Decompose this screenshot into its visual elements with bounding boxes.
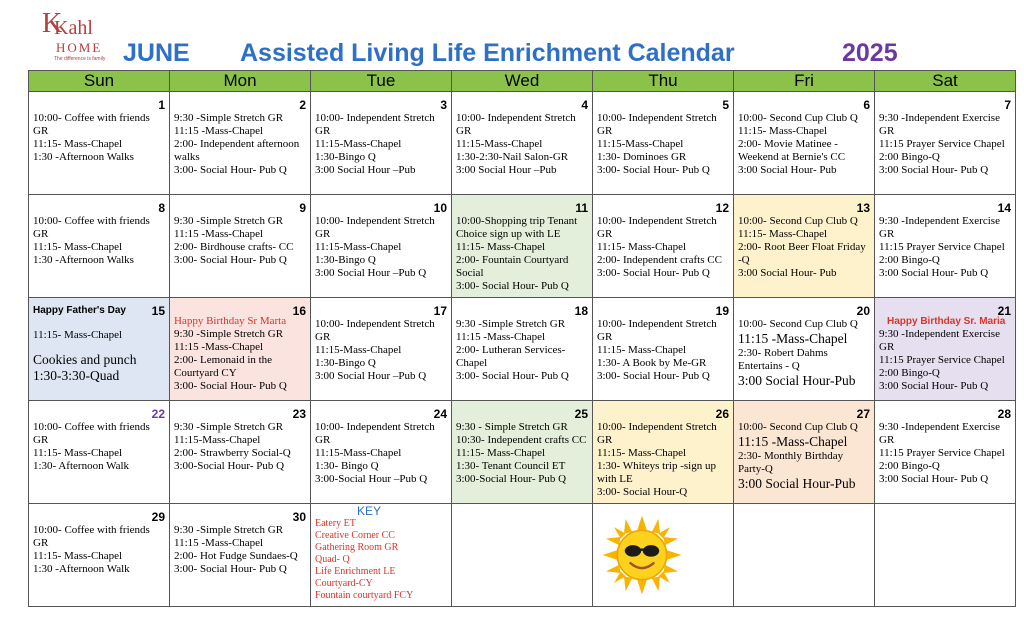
event-line: 10:00- Independent Stretch GR — [597, 318, 717, 343]
empty-cell — [734, 504, 875, 607]
day-number: 25 — [574, 407, 588, 421]
day-number: 21 — [997, 304, 1011, 318]
event-line: 10:00- Independent Stretch GR — [315, 215, 435, 240]
event-line: 3:00- Social Hour- Pub Q — [597, 370, 710, 382]
event-line: 1:30-Bingo Q — [315, 151, 376, 163]
key-cell — [311, 504, 452, 607]
weekday-sun: Sun — [29, 71, 170, 92]
day-cell — [734, 195, 875, 298]
day-cell — [29, 195, 170, 298]
event-line: 1:30 -Afternoon Walk — [33, 563, 130, 575]
day-number: 15 — [151, 304, 165, 318]
event-line: 11:15 -Mass-Chapel — [174, 125, 264, 137]
week-row — [29, 401, 1016, 504]
event-line: 1:30-3:30-Quad — [33, 368, 120, 383]
week-row — [29, 195, 1016, 298]
key-list — [315, 518, 413, 602]
event-line: 2:00- Lutheran Services- Chapel — [456, 344, 566, 369]
event-line: 11:15- Mass-Chapel — [456, 447, 546, 459]
event-line: 2:00- Movie Matinee - Weekend at Bernie's CC — [738, 138, 846, 163]
event-line: 1:30- Afternoon Walk — [33, 460, 130, 472]
event-line: 3:00 Social Hour-Pub — [738, 373, 856, 388]
event-line: 2:30- Robert Dahms Entertains - Q — [738, 347, 828, 372]
day-number: 23 — [292, 407, 306, 421]
calendar-grid — [28, 70, 1016, 607]
event-line: 3:00 Social Hour- Pub — [738, 164, 837, 176]
day-number: 10 — [433, 201, 447, 215]
day-number: 24 — [433, 407, 447, 421]
event-line: 11:15-Mass-Chapel — [597, 138, 684, 150]
day-cell — [875, 298, 1016, 401]
event-line: 3:00- Social Hour- Pub Q — [597, 267, 710, 279]
day-cell — [875, 195, 1016, 298]
event-line: 2:00 Bingo-Q — [879, 460, 940, 472]
weekday-header-row — [29, 71, 1016, 92]
day-cell — [311, 195, 452, 298]
event-line: 3:00- Social Hour- Pub Q — [174, 254, 287, 266]
event-line: 11:15- Mass-Chapel — [33, 447, 123, 459]
event-line: 11:15 Prayer Service Chapel — [879, 138, 1005, 150]
weekday-thu: Thu — [593, 71, 734, 92]
event-line: 11:15-Mass-Chapel — [315, 138, 402, 150]
event-line: 10:00- Independent Stretch GR — [315, 318, 435, 343]
day-cell — [29, 401, 170, 504]
weekday-mon: Mon — [170, 71, 311, 92]
event-line: 2:00 Bingo-Q — [879, 367, 940, 379]
key-item: Life Enrichment LE — [315, 566, 396, 577]
event-line: 10:00- Independent Stretch GR — [597, 215, 717, 240]
sun-cell — [593, 504, 734, 607]
day-number: 22 — [151, 407, 165, 421]
event-line: 10:00- Coffee with friends GR — [33, 524, 150, 549]
event-line: 1:30-2:30-Nail Salon-GR — [456, 151, 569, 163]
day-number: 8 — [158, 201, 165, 215]
week-row — [29, 298, 1016, 401]
day-number: 27 — [856, 407, 870, 421]
event-line: 1:30- A Book by Me-GR — [597, 357, 707, 369]
day-cell — [593, 92, 734, 195]
event-line: 3:00- Social Hour- Pub Q — [174, 563, 287, 575]
key-item: Quad- Q — [315, 554, 350, 565]
event-line: 11:15 -Mass-Chapel — [174, 537, 264, 549]
event-line: 2:00 Bingo-Q — [879, 254, 940, 266]
day-cell — [170, 298, 311, 401]
event-line: 10:00- Coffee with friends GR — [33, 112, 150, 137]
event-line: 2:00- Fountain Courtyard Social — [456, 254, 569, 279]
day-cell — [593, 298, 734, 401]
event-line: 3:00-Social Hour –Pub Q — [315, 473, 428, 485]
fathers-day-label: Happy Father's Day — [33, 305, 126, 316]
event-line: 11:15- Mass-Chapel — [738, 228, 828, 240]
day-number: 20 — [856, 304, 870, 318]
event-line: 11:15 -Mass-Chapel — [456, 331, 546, 343]
event-line: 3:00 Social Hour –Pub — [315, 164, 416, 176]
day-cell — [170, 195, 311, 298]
event-line: 3:00 Social Hour- Pub — [738, 267, 837, 279]
event-line: 2:00- Root Beer Float Friday -Q — [738, 241, 866, 266]
event-line: 11:15- Mass-Chapel — [597, 241, 687, 253]
day-number: 19 — [715, 304, 729, 318]
event-line: 9:30 -Independent Exercise GR — [879, 112, 1000, 137]
logo-home: HOME — [56, 40, 103, 55]
day-cell — [875, 401, 1016, 504]
key-item: Eatery ET — [315, 518, 356, 529]
sun-with-sunglasses-icon — [601, 514, 683, 596]
event-line: 10:00- Second Cup Club Q — [738, 318, 858, 330]
event-line: 3:00-Social Hour- Pub Q — [456, 473, 567, 485]
event-line: 11:15-Mass-Chapel — [456, 138, 543, 150]
event-line: 2:30- Monthly Birthday Party-Q — [738, 450, 844, 475]
day-number: 18 — [574, 304, 588, 318]
event-line: 9:30 -Independent Exercise GR — [879, 328, 1000, 353]
key-item: Fountain courtyard FCY — [315, 590, 414, 601]
event-line: 11:15 -Mass-Chapel — [174, 228, 264, 240]
event-line: 11:15- Mass-Chapel — [33, 241, 123, 253]
event-line: 3:00 Social Hour- Pub Q — [879, 473, 989, 485]
event-line: 9:30 -Simple Stretch GR — [174, 328, 284, 340]
event-line: 3:00 Social Hour –Pub Q — [315, 370, 427, 382]
day-number: 28 — [997, 407, 1011, 421]
day-cell — [311, 92, 452, 195]
event-line: 9:30 - Simple Stretch GR — [456, 421, 568, 433]
day-number: 13 — [856, 201, 870, 215]
event-line: 9:30 -Simple Stretch GR — [174, 421, 284, 433]
day-cell — [593, 195, 734, 298]
birthday-label: Happy Birthday Sr Marta — [174, 315, 287, 327]
key-item: Gathering Room GR — [315, 542, 399, 553]
event-line: 11:15- Mass-Chapel — [33, 550, 123, 562]
day-cell — [734, 401, 875, 504]
day-cell — [29, 298, 170, 401]
event-line: 1:30 -Afternoon Walks — [33, 254, 134, 266]
day-number: 17 — [433, 304, 447, 318]
day-number: 30 — [292, 510, 306, 524]
day-number: 26 — [715, 407, 729, 421]
day-number: 3 — [440, 98, 447, 112]
event-line: 3:00- Social Hour- Pub Q — [456, 370, 569, 382]
day-cell — [452, 195, 593, 298]
event-line: 11:15- Mass-Chapel — [738, 125, 828, 137]
event-line: 9:30 -Simple Stretch GR — [174, 215, 284, 227]
event-line: 1:30-Bingo Q — [315, 357, 376, 369]
event-line: 1:30- Dominoes GR — [597, 151, 687, 163]
empty-cell — [875, 504, 1016, 607]
event-line: 2:00- Lemonaid in the Courtyard CY — [174, 354, 273, 379]
key-item: Courtyard-CY — [315, 578, 373, 589]
day-cell — [875, 92, 1016, 195]
day-number: 9 — [299, 201, 306, 215]
event-line: 2:00- Birdhouse crafts- CC — [174, 241, 294, 253]
event-line: 10:00- Independent Stretch GR — [597, 421, 717, 446]
page-title: Assisted Living Life Enrichment Calendar — [240, 39, 735, 67]
day-cell — [170, 401, 311, 504]
birthday-label: Happy Birthday Sr. Maria — [887, 316, 1006, 327]
event-line: 9:30 -Simple Stretch GR — [174, 112, 284, 124]
event-line: 10:00- Second Cup Club Q — [738, 215, 858, 227]
event-line: 11:15 Prayer Service Chapel — [879, 354, 1005, 366]
day-number: 14 — [997, 201, 1011, 215]
kahl-home-logo — [40, 8, 118, 64]
weekday-fri: Fri — [734, 71, 875, 92]
day-cell — [170, 92, 311, 195]
event-line: 3:00- Social Hour- Pub Q — [174, 164, 287, 176]
event-line: 10:00- Coffee with friends GR — [33, 421, 150, 446]
day-cell — [452, 401, 593, 504]
day-cell — [734, 298, 875, 401]
event-line: 1:30- Bingo Q — [315, 460, 379, 472]
event-line: 9:30 -Simple Stretch GR — [174, 524, 284, 536]
event-line: 9:30 -Independent Exercise GR — [879, 421, 1000, 446]
event-line: 2:00- Independent afternoon walks — [174, 138, 300, 163]
event-line: 11:15- Mass-Chapel — [33, 138, 123, 150]
year-title: 2025 — [842, 39, 898, 67]
event-line: 3:00 Social Hour –Pub Q — [315, 267, 427, 279]
event-line: 3:00-Social Hour- Pub Q — [174, 460, 285, 472]
key-item: Creative Corner CC — [315, 530, 395, 541]
event-line: 11:15 -Mass-Chapel — [174, 341, 264, 353]
event-line: 2:00- Hot Fudge Sundaes-Q — [174, 550, 298, 562]
event-line: 10:00- Independent Stretch GR — [315, 421, 435, 446]
event-line: 2:00 Bingo-Q — [879, 151, 940, 163]
event-line: 10:00- Second Cup Club Q — [738, 421, 858, 433]
week-row — [29, 504, 1016, 607]
day-cell — [452, 92, 593, 195]
event-line: 11:15 Prayer Service Chapel — [879, 241, 1005, 253]
logo-mark: K — [42, 8, 63, 39]
event-line: 11:15-Mass-Chapel — [315, 447, 402, 459]
weekday-sat: Sat — [875, 71, 1016, 92]
day-number: 16 — [292, 304, 306, 318]
event-line: 11:15 -Mass-Chapel — [738, 434, 848, 449]
week-row — [29, 92, 1016, 195]
event-line: 11:15- Mass-Chapel — [456, 241, 546, 253]
day-number: 2 — [299, 98, 306, 112]
event-line: 9:30 -Simple Stretch GR — [456, 318, 566, 330]
event-line: 10:30- Independent crafts CC — [456, 434, 587, 446]
day-cell — [170, 504, 311, 607]
event-line: 1:30- Tenant Council ET — [456, 460, 566, 472]
event-line: 3:00- Social Hour- Pub Q — [597, 164, 710, 176]
event-line: 1:30 -Afternoon Walks — [33, 151, 134, 163]
key-title: KEY — [357, 504, 382, 518]
event-line: 1:30-Bingo Q — [315, 254, 376, 266]
event-line: 1:30- Whiteys trip -sign up with LE — [597, 460, 716, 485]
day-number: 29 — [151, 510, 165, 524]
weekday-tue: Tue — [311, 71, 452, 92]
day-number: 6 — [863, 98, 870, 112]
event-line: 11:15 -Mass-Chapel — [738, 331, 848, 346]
empty-cell — [452, 504, 593, 607]
day-number: 4 — [581, 98, 588, 112]
day-number: 7 — [1004, 98, 1011, 112]
day-number: 12 — [715, 201, 729, 215]
day-cell — [311, 401, 452, 504]
event-line: 10:00- Second Cup Club Q — [738, 112, 858, 124]
event-line: 3:00- Social Hour- Pub Q — [174, 380, 287, 392]
event-line: 10:00- Independent Stretch GR — [315, 112, 435, 137]
day-cell — [311, 298, 452, 401]
event-line: 3:00- Social Hour-Q — [597, 486, 688, 498]
event-line: 11:15- Mass-Chapel — [33, 329, 123, 341]
day-number: 1 — [158, 98, 165, 112]
event-line: 3:00 Social Hour- Pub Q — [879, 164, 989, 176]
event-line: 11:15- Mass-Chapel — [597, 344, 687, 356]
logo-tagline: The difference is family — [54, 56, 106, 62]
event-line: 2:00- Independent crafts CC — [597, 254, 722, 266]
day-number: 5 — [722, 98, 729, 112]
event-line: 10:00- Independent Stretch GR — [456, 112, 576, 137]
event-line: 10:00- Coffee with friends GR — [33, 215, 150, 240]
event-line: Cookies and punch — [33, 352, 137, 367]
event-line: 2:00- Strawberry Social-Q — [174, 447, 291, 459]
event-line: 3:00- Social Hour- Pub Q — [456, 280, 569, 292]
event-line: 3:00 Social Hour- Pub Q — [879, 380, 989, 392]
weekday-wed: Wed — [452, 71, 593, 92]
day-cell — [734, 92, 875, 195]
day-cell — [593, 401, 734, 504]
event-line: 11:15-Mass-Chapel — [315, 344, 402, 356]
logo-name: Kahl — [54, 17, 93, 39]
event-line: 9:30 -Independent Exercise GR — [879, 215, 1000, 240]
event-line: 11:15- Mass-Chapel — [597, 447, 687, 459]
day-number: 11 — [575, 201, 588, 215]
day-cell — [452, 298, 593, 401]
event-line: 10:00-Shopping trip Tenant Choice sign up with LE — [456, 215, 578, 240]
event-line: 11:15-Mass-Chapel — [174, 434, 261, 446]
month-title: JUNE — [123, 39, 190, 67]
event-line: 3:00 Social Hour- Pub Q — [879, 267, 989, 279]
event-line: 3:00 Social Hour –Pub — [456, 164, 557, 176]
day-cell — [29, 504, 170, 607]
event-line: 11:15-Mass-Chapel — [315, 241, 402, 253]
day-cell — [29, 92, 170, 195]
event-line: 11:15 Prayer Service Chapel — [879, 447, 1005, 459]
event-line: 10:00- Independent Stretch GR — [597, 112, 717, 137]
event-line: 3:00 Social Hour-Pub — [738, 476, 856, 491]
